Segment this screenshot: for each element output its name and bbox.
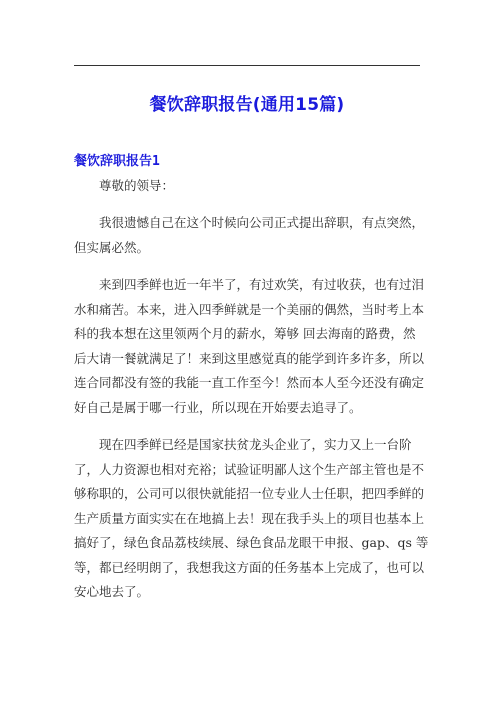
- paragraph-line: 生产质量方面实实在在地搞上去！现在我手头上的项目也基本上: [74, 510, 425, 526]
- paragraph-line: 够称职的，公司可以很快就能招一位专业人士任职，把四季鲜的: [74, 486, 425, 501]
- paragraph-1: [74, 211, 424, 260]
- greeting-paragraph: [74, 174, 424, 199]
- paragraph-line: 后大请一餐就满足了！来到这里感觉真的能学到许多许多，所以: [74, 350, 425, 366]
- paragraph-2: [74, 273, 424, 420]
- document-title: 餐饮辞职报告(通用15篇): [149, 95, 345, 115]
- paragraph-line: 水和痛苦。本来，进入四季鲜就是一个美丽的偶然，当时考上本: [74, 301, 425, 317]
- header-rule: [74, 65, 420, 66]
- paragraph-line: 连合同都没有签的我能一直工作至今！然而本人至今还没有确定: [74, 375, 425, 390]
- paragraph-line: 科的我本想在这里领两个月的薪水，筹够 回去海南的路费，然: [74, 326, 416, 341]
- section-heading: 餐饮辞职报告1: [74, 154, 160, 169]
- paragraph-line: 搞好了，绿色食品荔枝续展、绿色食品龙眼干申报、gap、qs 等: [74, 535, 429, 550]
- paragraph-line: 好自己是属于哪一行业，所以现在开始要去追寻了。: [74, 399, 362, 415]
- paragraph-line: 来到四季鲜也近一年半了，有过欢笑，有过收获，也有过泪: [99, 277, 425, 292]
- paragraph-line: 我很遗憾自己在这个时候向公司正式提出辞职，有点突然，: [99, 215, 425, 230]
- greeting-line: 尊敬的领导：: [99, 178, 175, 193]
- paragraph-line: 了，人力资源也相对充裕；试验证明鄙人这个生产部主管也是不: [74, 461, 425, 477]
- paragraph-line: 等，都已经明朗了，我想我这方面的任务基本上完成了，也可以: [74, 559, 425, 575]
- paragraph-line: 但实属必然。: [74, 239, 150, 255]
- paragraph-line: 现在四季鲜已经是国家扶贫龙头企业了，实力又上一台阶: [99, 437, 412, 452]
- paragraph-3: [74, 433, 429, 605]
- paragraph-line: 安心地去了。: [74, 584, 150, 599]
